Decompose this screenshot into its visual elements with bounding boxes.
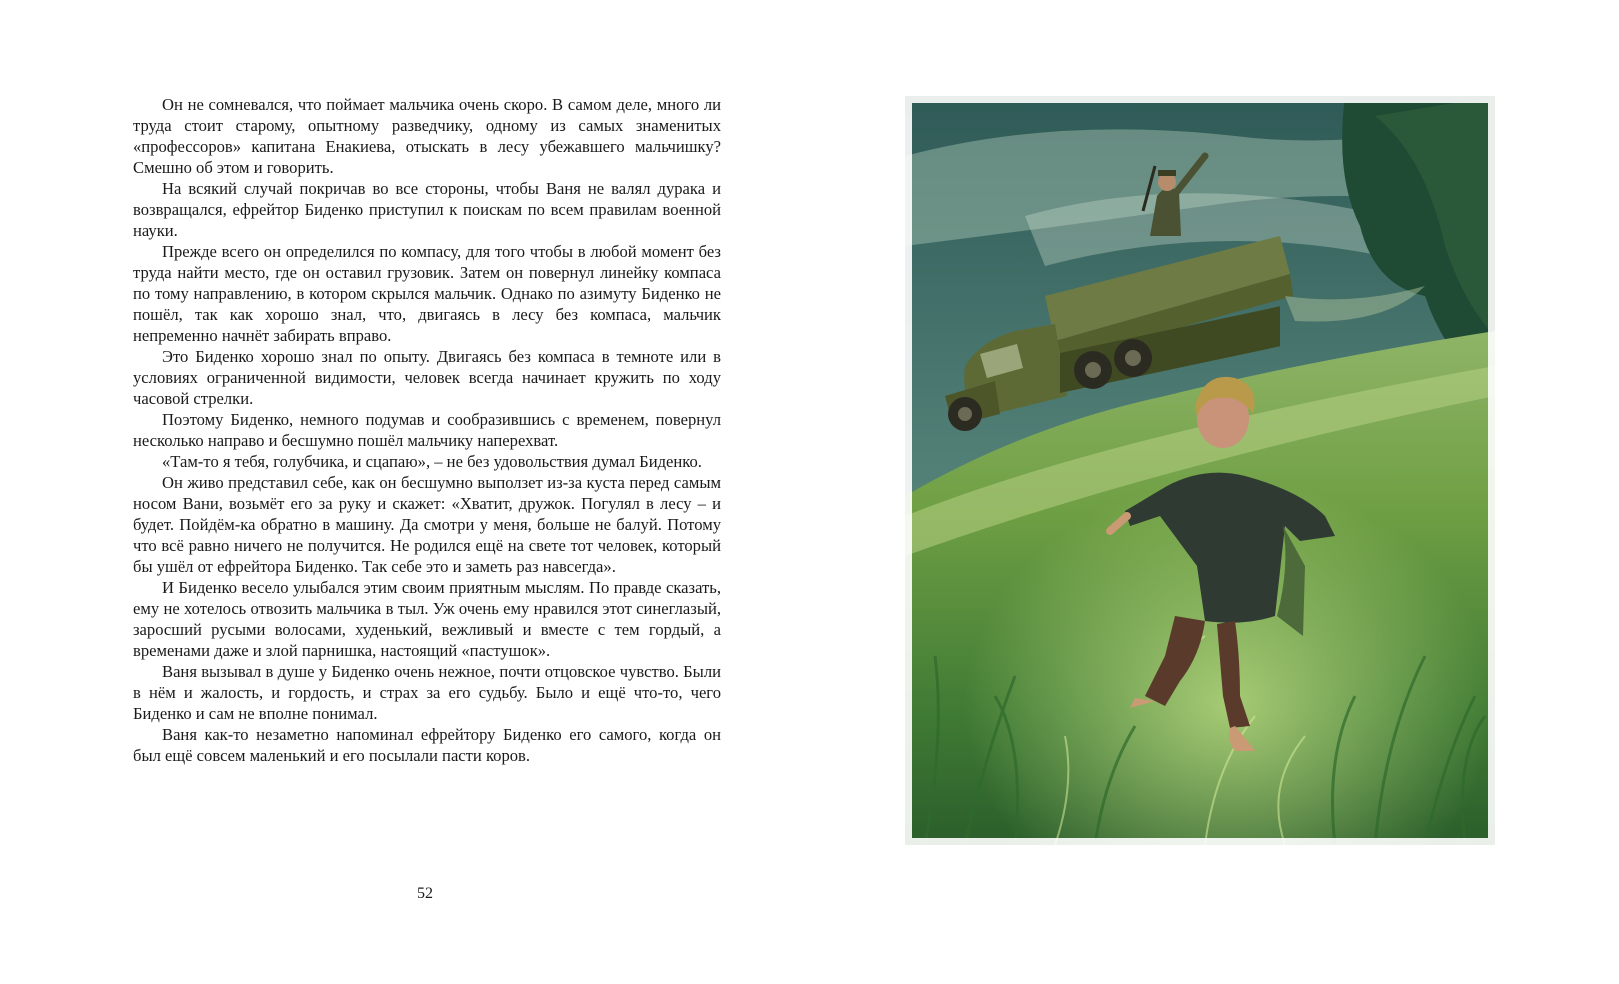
paragraph-9: Ваня вызывал в душе у Биденко очень нежное, почти отцовское чувство. Были в нём и жалость, и гордость, и страх за его судьбу. Было и ещё что-то, чего Биденко и сам не вполне понимал. (133, 662, 721, 723)
paragraph-5: Поэтому Биденко, немного подумав и сообразившись с временем, повернул несколько направо и бесшумно пошёл мальчику наперехват. (133, 410, 721, 450)
paragraph-4: Это Биденко хорошо знал по опыту. Двигаясь без компаса в темноте или в условиях ограниченной видимости, человек всегда начинает кружить по ходу часовой стрелки. (133, 347, 721, 408)
illustration-painting (905, 96, 1495, 845)
page-number: 52 (417, 885, 433, 902)
paragraph-8: И Биденко весело улыбался этим своим приятным мыслям. По правде сказать, ему не хотелось отвозить мальчика в тыл. Уж очень ему нравился этот синеглазый, заросший русыми волосами, худенький, вежливый и вместе с тем гордый, а временами даже и злой парнишка, настоящий «пастушок». (133, 578, 721, 660)
text-column (133, 94, 721, 766)
paragraph-7: Он живо представил себе, как он бесшумно выползет из-за куста перед самым носом Вани, возьмёт его за руку и скажет: «Хватит, дружок. Погулял в лесу – и будет. Пойдём-ка обратно в машину. Да смотри у меня, больше не балуй. Потому что всё равно ничего не получится. Не родился ещё на свете тот человек, который бы ушёл от ефрейтора Биденко. Так себе это и заметь раз навсегда». (133, 473, 721, 576)
paragraph-10: Ваня как-то незаметно напоминал ефрейтору Биденко его самого, когда он был ещё совсем маленький и его посылали пасти коров. (133, 725, 721, 765)
paragraph-2: На всякий случай покричав во все стороны, чтобы Ваня не валял дурака и возвращался, ефрейтор Биденко приступил к поискам по всем правилам военной науки. (133, 179, 721, 240)
illustration (905, 96, 1495, 845)
paragraph-1: Он не сомневался, что поймает мальчика очень скоро. В самом деле, много ли труда стоит старому, опытному разведчику, одному из самых знаменитых «профессоров» капитана Енакиева, отыскать в лесу убежавшего мальчишку? Смешно об этом и говорить. (133, 95, 721, 177)
paragraph-6: «Там-то я тебя, голубчика, и сцапаю», – не без удовольствия думал Биденко. (162, 452, 702, 471)
paragraph-3: Прежде всего он определился по компасу, для того чтобы в любой момент без труда найти место, где он оставил грузовик. Затем он повернул линейку компаса по тому направлению, в котором скрылся мальчик. Однако по азимуту Биденко не пошёл, так как хорошо знал, что, двигаясь в лесу без компаса, мальчик непременно начнёт забирать вправо. (133, 242, 721, 345)
